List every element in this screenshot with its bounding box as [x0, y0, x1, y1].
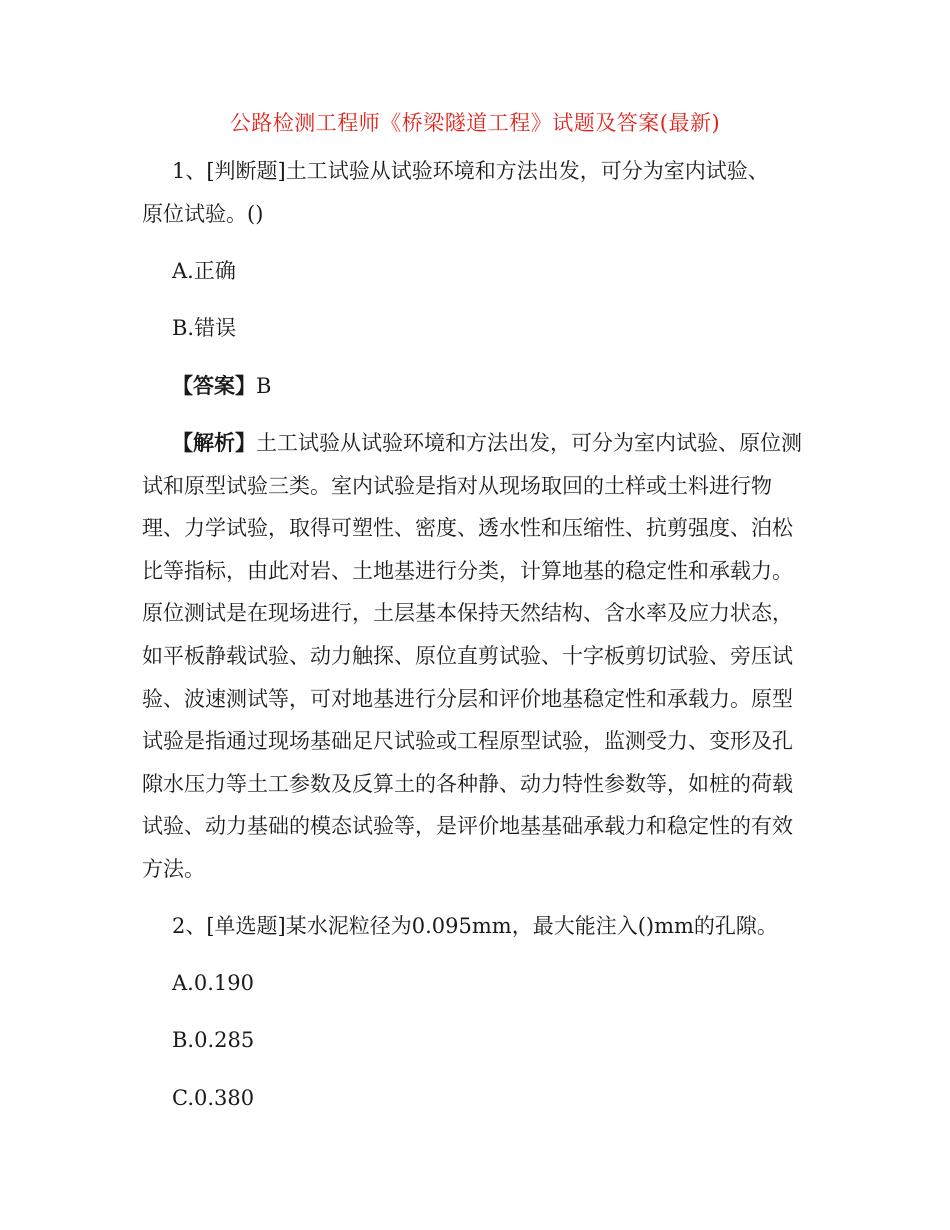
question-2-option-b: B.0.285 — [172, 1028, 255, 1052]
analysis-text: 土工试验从试验环境和方法出发，可分为室内试验、原位测试和原型试验三类。室内试验是指对从现场取回的土样或土料进行物理、力学试验，取得可塑性、密度、透水性和压缩性、抗剪强度、泊松比等指标，由此对岩、土地基进行分类，计算地基的稳定性和承载力。原位测试是在现场进行，土层基本保持天然结构、含水率及应力状态，如平板静载试验、动力触探、原位直剪试验、十字板剪切试验、旁压试验、波速测试等，可对地基进行分层和评价地基稳定性和承载力。原型试验是指通过现场基础足尺试验或工程原型试验，监测受力、变形及孔隙水压力等土工参数及反算土的各种静、动力特性参数等，如桩的荷载试验、动力基础的模态试验等，是评价地基基础承载力和稳定性的有效方法。 — [142, 431, 802, 881]
question-1-analysis — [142, 422, 812, 891]
question-1-stem-line-2: 原位试验。() — [142, 202, 264, 226]
answer-label: 【答案】 — [172, 373, 256, 398]
analysis-label: 【解析】 — [172, 430, 256, 455]
answer-value: B — [256, 374, 272, 398]
question-2-option-c: C.0.380 — [172, 1086, 255, 1110]
document-title: 公路检测工程师《桥梁隧道工程》试题及答案(最新) — [229, 111, 721, 135]
question-1-answer — [172, 371, 271, 401]
question-2-option-a: A.0.190 — [172, 971, 254, 995]
question-1-stem-line-1: 1、[判断题]土工试验从试验环境和方法出发，可分为室内试验、 — [172, 159, 769, 183]
question-1-option-b: B.错误 — [172, 316, 237, 340]
question-1-option-a: A.正确 — [172, 259, 236, 283]
question-2-stem: 2、[单选题]某水泥粒径为0.095mm，最大能注入()mm的孔隙。 — [172, 914, 778, 938]
